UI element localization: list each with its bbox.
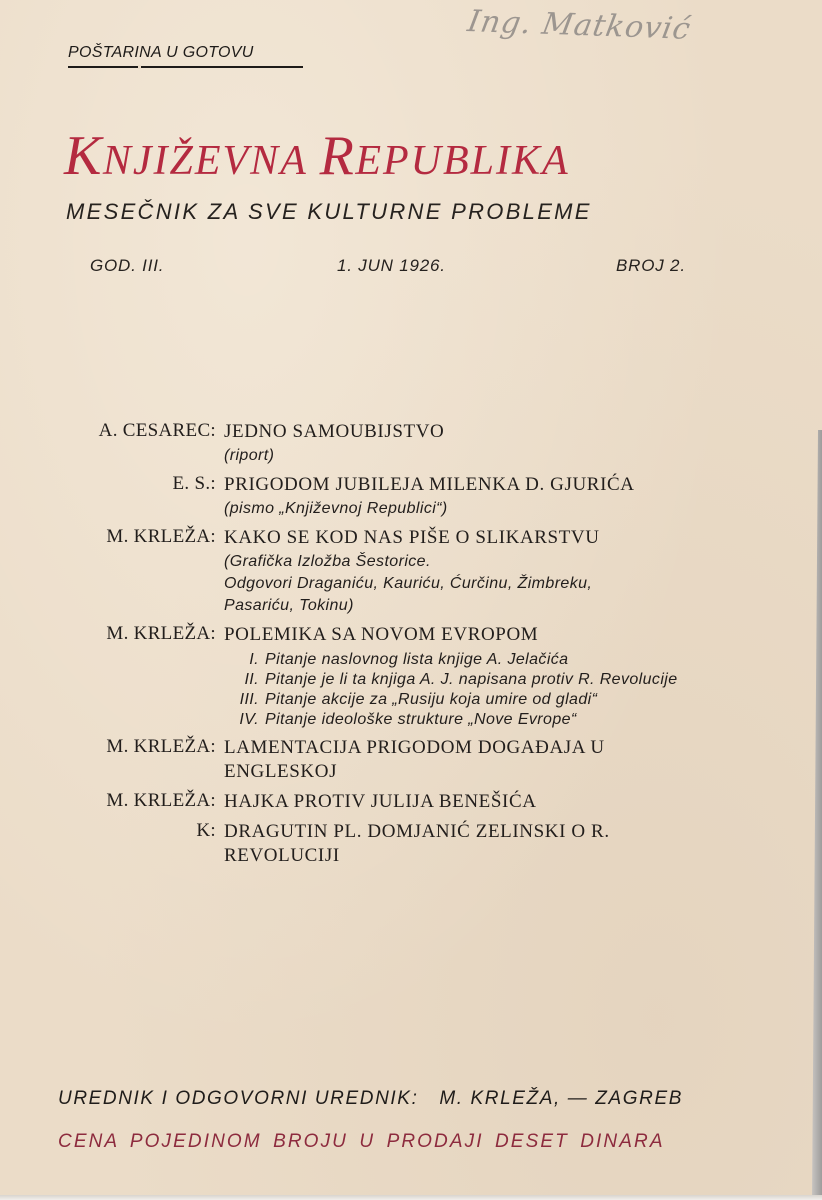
toc-subitem bbox=[228, 650, 724, 670]
toc-entry bbox=[0, 820, 822, 868]
title-initial-k: K bbox=[64, 125, 103, 187]
subitem-number: IV. bbox=[239, 711, 259, 728]
toc-entry bbox=[0, 473, 822, 520]
toc-author: M. KRLEŽA: bbox=[106, 623, 216, 644]
toc-subitem bbox=[228, 670, 724, 690]
subitem-text: Pitanje je li ta knjiga A. J. napisana protiv R. Revolucije bbox=[265, 671, 678, 688]
toc-entry bbox=[0, 736, 822, 784]
toc-article-title: KAKO SE KOD NAS PIŠE O SLIKARSTVU bbox=[224, 527, 600, 548]
price-line: CENA POJEDINOM BROJU U PRODAJI DESET DINARA bbox=[58, 1131, 665, 1152]
toc-note bbox=[224, 551, 724, 617]
masthead-title bbox=[64, 124, 570, 188]
toc-author: M. KRLEŽA: bbox=[106, 790, 216, 811]
editor-line bbox=[58, 1088, 683, 1110]
title-word-1-rest: NJIŽEVNA bbox=[102, 138, 308, 184]
volume-year: GOD. III. bbox=[90, 256, 165, 275]
toc-author: A. CESAREC: bbox=[98, 420, 216, 441]
toc-article-title: HAJKA PROTIV JULIJA BENEŠIĆA bbox=[224, 791, 537, 812]
subitem-number: I. bbox=[249, 651, 259, 668]
toc-author: M. KRLEŽA: bbox=[106, 526, 216, 547]
toc-article-title: JEDNO SAMOUBIJSTVO bbox=[224, 421, 445, 442]
title-word-2-rest: EPUBLIKA bbox=[355, 138, 570, 184]
toc-note-line: (Grafička Izložba Šestorice. bbox=[224, 553, 431, 570]
postage-notice: POŠTARINA U GOTOVU bbox=[68, 44, 254, 61]
toc-entry bbox=[0, 790, 822, 814]
toc-note-line: (riport) bbox=[224, 447, 275, 464]
title-initial-r: R bbox=[319, 125, 356, 187]
toc-author: K: bbox=[196, 820, 216, 841]
toc-note-line: Odgovori Draganiću, Kauriću, Ćurčinu, Žimbreku, bbox=[224, 575, 593, 592]
subitem-text: Pitanje naslovnog lista knjige A. Jelačića bbox=[265, 651, 569, 668]
toc-article-title: DRAGUTIN PL. DOMJANIĆ ZELINSKI O R. REVOLUCIJI bbox=[224, 821, 610, 866]
issue-number: BROJ 2. bbox=[616, 256, 686, 275]
issue-date: 1. JUN 1926. bbox=[337, 256, 446, 275]
toc-entry bbox=[0, 420, 822, 467]
toc-note bbox=[224, 445, 724, 467]
editor-label: UREDNIK I ODGOVORNI UREDNIK: bbox=[58, 1088, 419, 1109]
masthead-subtitle: MESEČNIK ZA SVE KULTURNE PROBLEME bbox=[66, 199, 592, 224]
subitem-number: II. bbox=[244, 671, 259, 688]
toc-entry bbox=[0, 623, 822, 730]
toc-subitems bbox=[228, 650, 724, 730]
toc-note-line: Pasariću, Tokinu) bbox=[224, 597, 354, 614]
handwritten-signature: Ing. Matković bbox=[464, 4, 694, 47]
subitem-text: Pitanje ideološke strukture „Nove Evrope“ bbox=[265, 711, 577, 728]
toc-entry bbox=[0, 526, 822, 617]
toc-subitem bbox=[228, 690, 724, 710]
postage-underline bbox=[68, 66, 303, 68]
page-bottom-edge bbox=[0, 1195, 822, 1200]
toc-article-title: POLEMIKA SA NOVOM EVROPOM bbox=[224, 624, 539, 645]
table-of-contents bbox=[0, 420, 822, 874]
toc-note-line: (pismo „Književnoj Republici“) bbox=[224, 500, 448, 517]
toc-article-title: LAMENTACIJA PRIGODOM DOGAĐAJA U ENGLESKOJ bbox=[224, 737, 605, 782]
toc-note bbox=[224, 498, 724, 520]
toc-author: M. KRLEŽA: bbox=[106, 736, 216, 757]
subitem-text: Pitanje akcije za „Rusiju koja umire od gladi“ bbox=[265, 691, 598, 708]
toc-subitem bbox=[228, 710, 724, 730]
subitem-number: III. bbox=[239, 691, 259, 708]
editor-name: M. KRLEŽA, — ZAGREB bbox=[439, 1088, 684, 1109]
toc-author: E. S.: bbox=[172, 473, 216, 494]
toc-article-title: PRIGODOM JUBILEJA MILENKA D. GJURIĆA bbox=[224, 474, 635, 495]
